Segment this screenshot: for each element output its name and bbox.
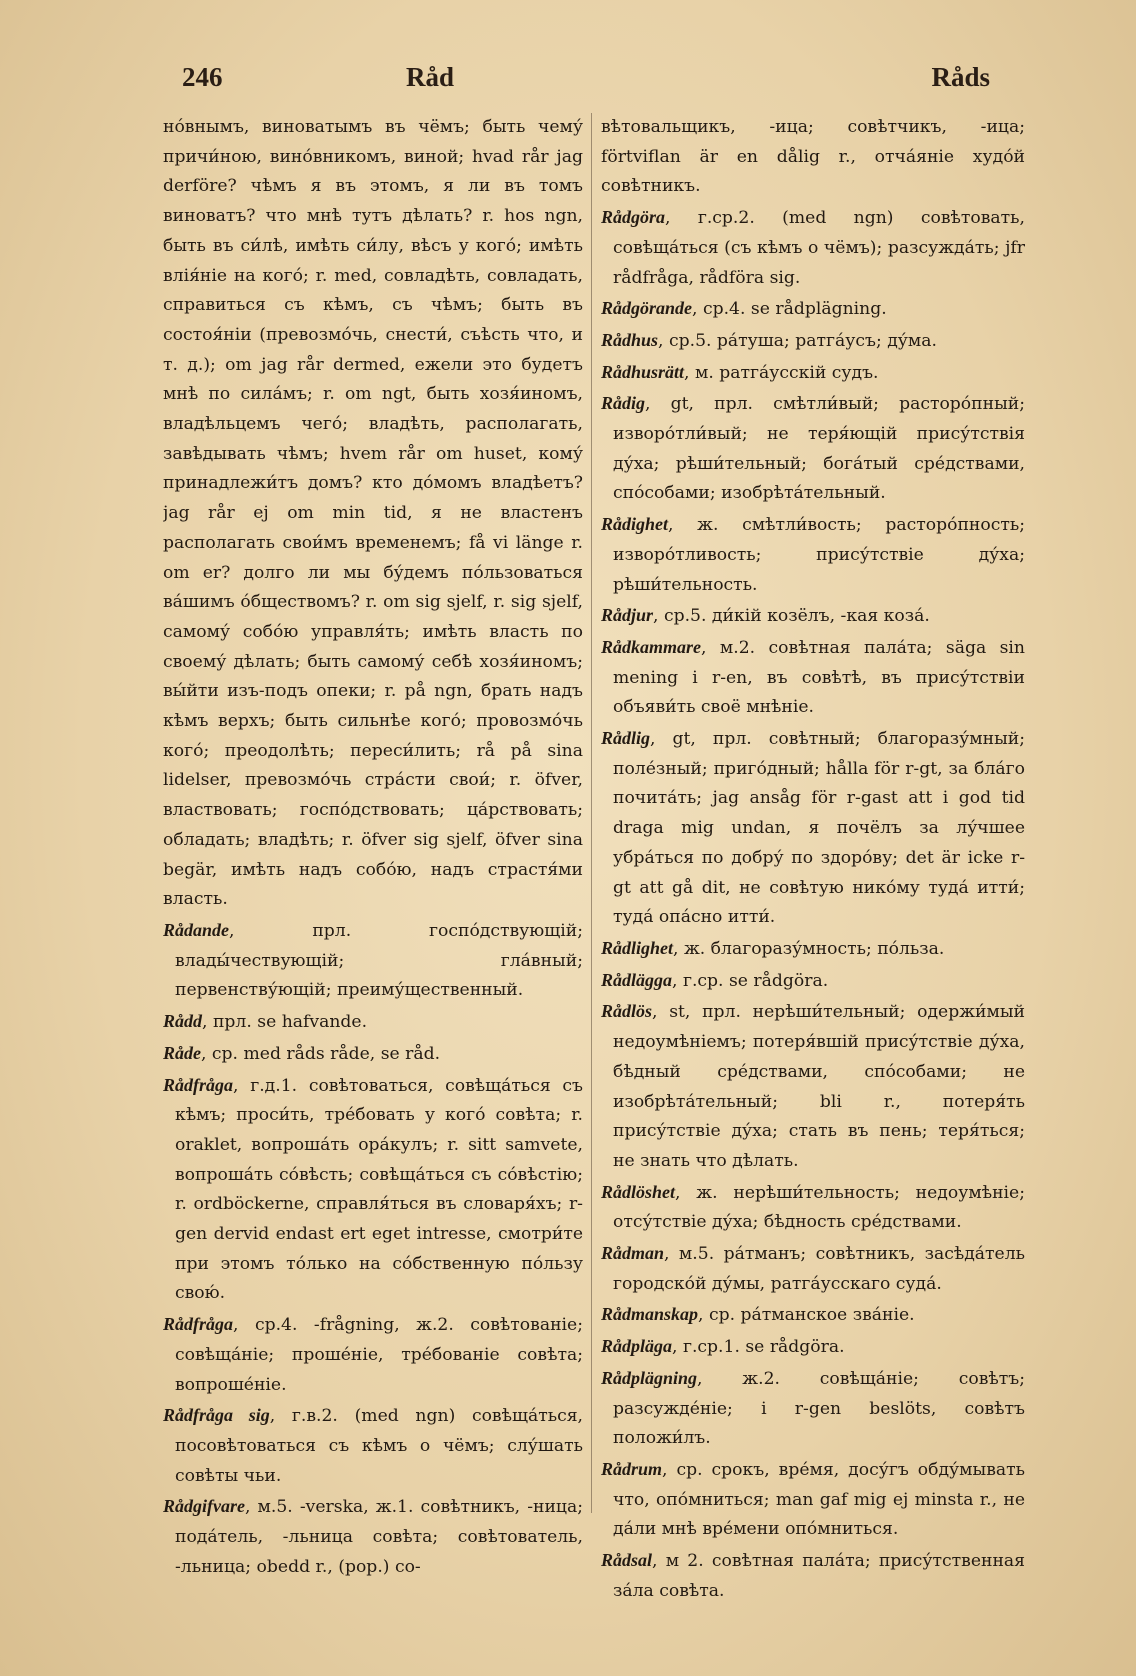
right-column — [601, 113, 1025, 1653]
entry-definition: , ср.5. ра́туша; ратга́усъ; ду́ма. — [658, 330, 937, 351]
entry-definition: вѣтовальщикъ, -ица; совѣтчикъ, -ица; förtviflan är en dålig r., отча́яніе худо́й совѣтникъ. — [601, 117, 1025, 197]
dictionary-entry — [601, 601, 1025, 632]
dictionary-entry — [601, 294, 1025, 325]
entry-definition: , ср.5. ди́кій козёлъ, -кая коза́. — [653, 606, 930, 627]
entry-headword: Rådlöshet — [601, 1181, 676, 1202]
entry-headword: Rådsal — [601, 1550, 653, 1571]
entry-headword: Rådmanskap — [601, 1304, 699, 1325]
entry-headword: Rådlägga — [601, 969, 673, 990]
entry-headword: Rådfråga — [163, 1074, 234, 1095]
dictionary-entry — [601, 1332, 1025, 1363]
entry-headword: Rådgöra — [601, 207, 666, 228]
entry-definition: , ж. смѣтли́вость; расторо́пность; изворо́тливость; прису́тствіе ду́ха; рѣши́тельность. — [613, 515, 1025, 595]
entry-headword: Rådlig — [601, 728, 651, 749]
entry-headword: Rådgörande — [601, 298, 693, 319]
entry-headword: Rådplägning — [601, 1367, 698, 1388]
entry-definition: , ср. ра́тманское зва́ніе. — [698, 1305, 915, 1326]
dictionary-entry — [601, 966, 1025, 997]
dictionary-entry — [601, 1239, 1025, 1299]
dictionary-entry — [601, 1178, 1025, 1238]
dictionary-entry — [163, 1401, 583, 1491]
entry-headword: Rådlighet — [601, 937, 674, 958]
entry-headword: Rådkammare — [601, 636, 702, 657]
dictionary-entry — [163, 1071, 583, 1310]
entry-definition: , ж.2. совѣща́ніе; совѣтъ; разсужде́ніе; i r-gen beslöts, совѣтъ положи́лъ. — [613, 1368, 1025, 1449]
left-column — [163, 113, 583, 1653]
entry-definition: , м.2. совѣтная пала́та; säga sin mening i r-en, въ совѣтѣ, въ прису́тствіи объяви́ть своё мнѣніе. — [613, 637, 1025, 718]
entry-definition: , м. ратга́усскій судъ. — [684, 362, 879, 383]
entry-headword: Rådrum — [601, 1458, 663, 1479]
entry-definition: , прл. se hafvande. — [202, 1012, 368, 1033]
dictionary-entry — [601, 1546, 1025, 1606]
entry-definition: , прл. госпо́дствующій; влады́чествующій; гла́вный; первенству́ющій; преиму́щественный. — [175, 920, 583, 1001]
page-header — [170, 62, 990, 102]
entry-definition: , ср.4. se rådplägning. — [692, 299, 887, 320]
entry-definition: , st, прл. нерѣши́тельный; одержи́мый недоумѣніемъ; потеря́вшій прису́тствіе ду́ха, бѣдный сре́дствами, спо́собами; не изобрѣта́тельный; bli r., потеря́ть прису́тствіе ду́ха; стать въ пень; теря́ться; не знать что дѣлать. — [613, 1002, 1025, 1171]
entry-headword: Rådande — [163, 919, 230, 940]
dictionary-entry — [601, 1364, 1025, 1454]
entry-definition: нóвнымъ, виноватымъ въ чёмъ; быть чему́ причи́ною, вино́вникомъ, виной; hvad rår jag derföre? чѣмъ я въ этомъ, я ли въ томъ виноватъ? что мнѣ тутъ дѣлать? r. hos ngn, быть въ си́лѣ, имѣть си́лу, вѣсъ у кого́; имѣть влія́ніе на кого́; r. med, совладѣть, совладать, справиться съ кѣмъ, съ чѣмъ; быть въ состоя́ніи (превозмо́чь, снести́, съѣсть что, и т. д.); om jag rår dermed, ежели это будетъ мнѣ по сила́мъ; r. om ngt, быть хозя́иномъ, владѣльцемъ чего́; владѣть, располагать, завѣдывать чѣмъ; hvem rår om huset, кому́ принадлежи́тъ домъ? кто до́момъ владѣетъ? jag rår ej om min tid, я не властенъ располагать свои́мъ временемъ; få vi länge r. om er? долго ли мы бу́демъ по́льзоваться ва́шимъ о́бществомъ? r. om sig sjelf, r. sig sjelf, самому́ собо́ю управля́ть; имѣть власть по своему́ дѣлать; быть самому́ себѣ хозя́иномъ; вы́йти изъ-подъ опеки; r. på ngn, брать надъ кѣмъ верхъ; быть сильнѣе кого́; провозмо́чь кого́; преодолѣть; переси́лить; rå på sina lidelser, превозмо́чь стра́сти свои́; r. öfver, властвовать; госпо́дствовать; ца́рствовать; обладать; владѣть; r. öfver sig sjelf, öfver sina begär, имѣть надъ собо́ю, надъ страстя́ми власть. — [163, 117, 583, 910]
dictionary-entry — [601, 997, 1025, 1176]
entry-definition: , м.5. ра́тманъ; совѣтникъ, засѣда́тель городско́й ду́мы, ратга́усскаго суда́. — [613, 1244, 1025, 1294]
entry-definition: , г.д.1. совѣтоваться, совѣща́ться съ кѣмъ; проси́ть, тре́бовать у кого́ совѣта; r. oraklet, вопроша́ть ора́кулъ; r. sitt samvete, вопроша́ть со́вѣсть; совѣща́ться съ со́вѣстію; r. ordböckerne, справля́ться въ словаря́хъ; r-gen dervid endast ert eget intresse, смотри́те при этомъ то́лько на со́бственную по́льзу свою́. — [175, 1075, 583, 1304]
entry-headword: Rådig — [601, 393, 646, 414]
dictionary-entry — [601, 934, 1025, 965]
entry-headword: Rådgifvare — [163, 1496, 245, 1517]
dictionary-entry — [601, 326, 1025, 357]
entry-definition: , gt, прл. совѣтный; благоразу́мный; поле́зный; приго́дный; hålla för r-gt, за бла́го почита́ть; jag ansåg för r-gast att i god tid draga mig undan, я почёлъ за лу́чшее убра́ться по добру́ по здоро́ву; det är icke r-gt att gå dit, не совѣтую нико́му туда́ итти́; туда́ опа́сно итти́. — [613, 729, 1025, 928]
entry-headword: Rådlös — [601, 1001, 653, 1022]
entry-headword: Rådfråga — [163, 1314, 234, 1335]
dictionary-entry — [163, 113, 583, 915]
dictionary-entry — [601, 724, 1025, 933]
entry-definition: , м.5. -verska, ж.1. совѣтникъ, -ница; пода́тель, -льница совѣта; совѣтователь, -льница; obedd r., (рор.) со- — [175, 1497, 583, 1577]
entry-headword: Rådpläga — [601, 1336, 673, 1357]
entry-headword: Rådd — [163, 1011, 203, 1032]
page-number: 246 — [182, 62, 223, 92]
dictionary-entry — [601, 1300, 1025, 1331]
entry-definition: , м 2. совѣтная пала́та; прису́тственная за́ла совѣта. — [613, 1551, 1025, 1601]
entry-headword: Rådjur — [601, 605, 654, 626]
entry-definition: , г.ср.1. se rådgöra. — [672, 1337, 845, 1358]
entry-definition: , ср.4. -frågning, ж.2. совѣтованіе; совѣща́ніе; проше́ніе, тре́бованіе совѣта; вопроше́ніе. — [175, 1315, 583, 1395]
entry-headword: Rådman — [601, 1243, 665, 1264]
entry-headword: Rådhus — [601, 329, 659, 350]
entry-definition: , ж. благоразу́мность; по́льза. — [673, 938, 945, 959]
entry-definition: , ср. срокъ, вре́мя, досу́гъ обду́мывать что, опо́мниться; man gaf mig ej minsta r., не да́ли мнѣ вре́мени опо́мниться. — [613, 1459, 1025, 1540]
entry-headword: Rådighet — [601, 514, 669, 535]
dictionary-entry — [163, 1492, 583, 1582]
entry-definition: , г.в.2. (med ngn) совѣща́ться, посовѣтоваться съ кѣмъ о чёмъ; слу́шать совѣты чьи. — [175, 1406, 583, 1486]
dictionary-entry — [601, 113, 1025, 202]
left-guide-word: Råd — [406, 62, 455, 92]
dictionary-entry — [163, 1007, 583, 1038]
dictionary-entry — [163, 916, 583, 1006]
entry-headword: Rådhusrätt — [601, 361, 685, 382]
entry-definition: , gt, прл. смѣтли́вый; расторо́пный; изворо́тли́вый; не теря́ющій прису́тствія ду́ха; рѣши́тельный; бога́тый сре́дствами, спо́собами; изобрѣта́тельный. — [613, 394, 1025, 504]
dictionary-entry — [601, 633, 1025, 723]
right-guide-word: Råds — [931, 62, 990, 92]
dictionary-entry — [601, 389, 1025, 509]
entry-definition: , ж. нерѣши́тельность; недоумѣніе; отсу́тствіе ду́ха; бѣдность сре́дствами. — [613, 1182, 1025, 1233]
entry-headword: Råde — [163, 1042, 201, 1063]
dictionary-entry — [163, 1039, 583, 1070]
dictionary-entry — [601, 358, 1025, 389]
dictionary-entry — [601, 203, 1025, 293]
entry-definition: , г.ср.2. (med ngn) совѣтовать, совѣща́ться (съ кѣмъ о чёмъ); разсужда́ть; jfr rådfråga, rådföra sig. — [613, 208, 1025, 288]
dictionary-entry — [601, 1455, 1025, 1545]
dictionary-entry — [601, 510, 1025, 600]
entry-headword: Rådfråga sig — [163, 1405, 270, 1426]
entry-definition: , ср. med råds råde, se råd. — [201, 1043, 441, 1064]
entry-definition: , г.ср. se rådgöra. — [672, 970, 829, 991]
dictionary-entry — [163, 1310, 583, 1400]
column-divider — [591, 113, 592, 1513]
